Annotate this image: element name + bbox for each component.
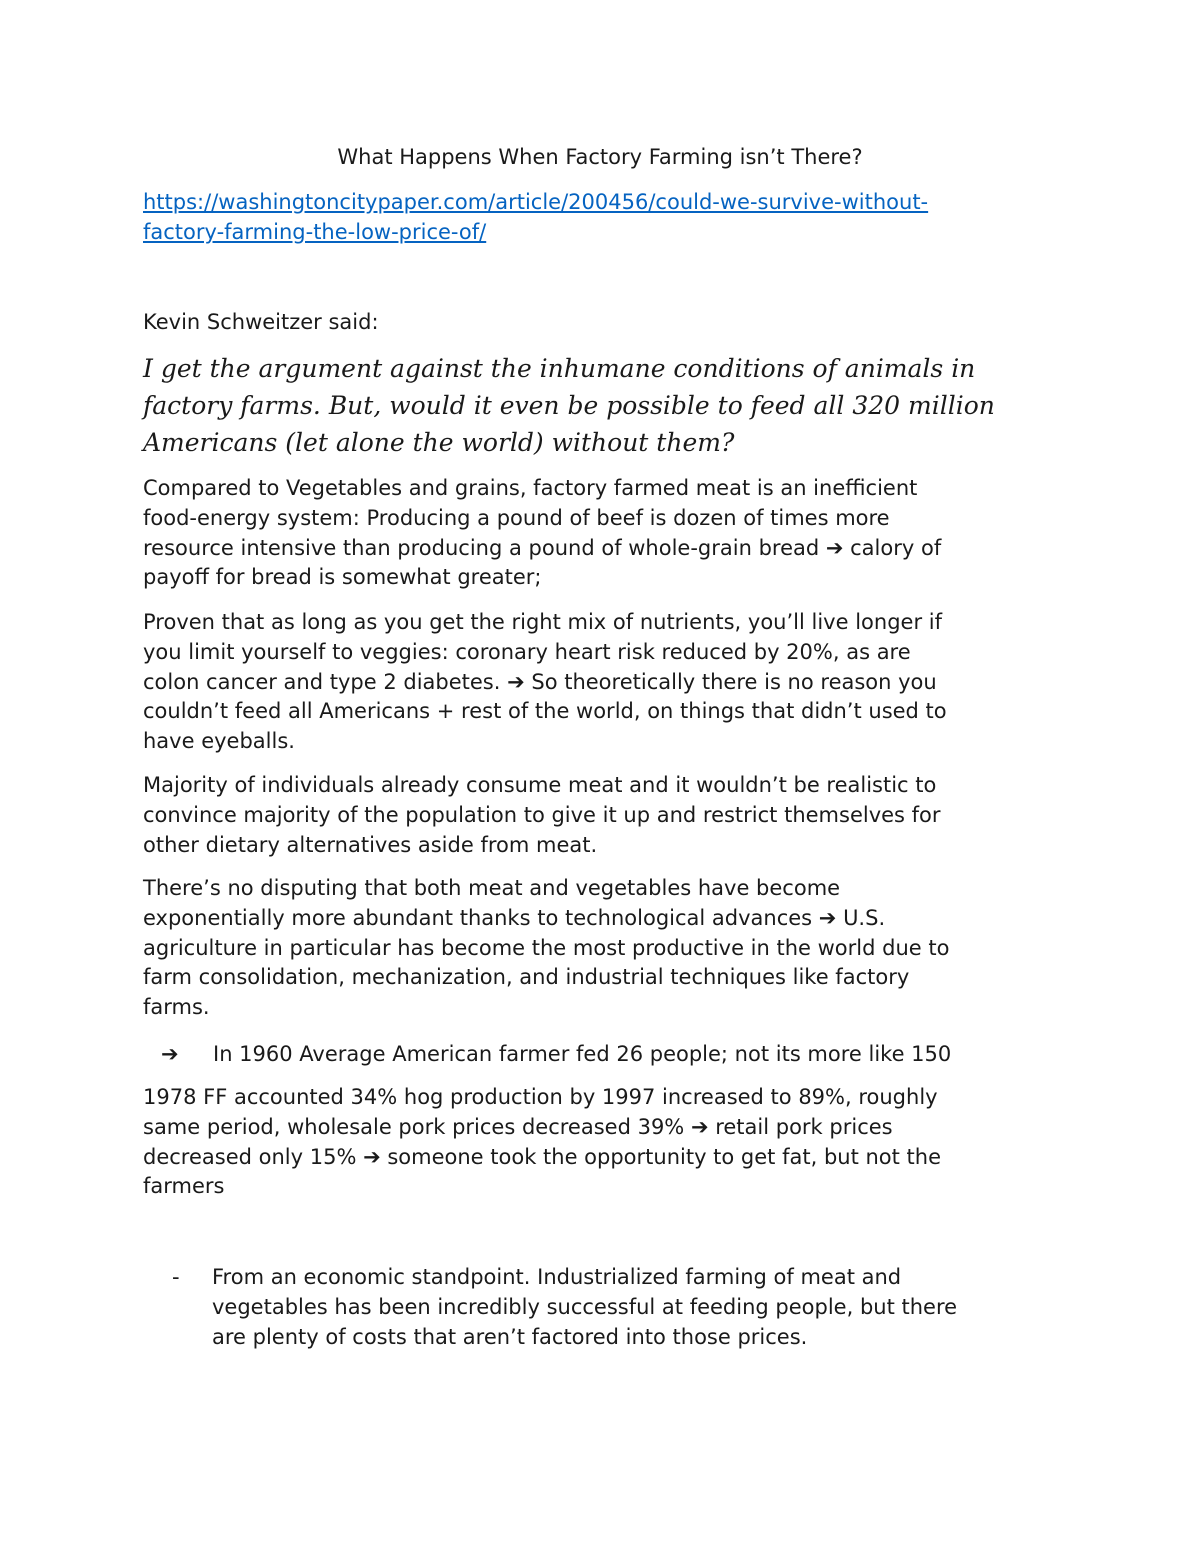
quote-line: Americans (let alone the world) without them? xyxy=(143,428,735,457)
paragraph-line: payoff for bread is somewhat greater; xyxy=(143,565,542,590)
paragraph-line: 1978 FF accounted 34% hog production by 1997 increased to 89%, roughly xyxy=(143,1085,938,1109)
paragraph-line: food-energy system: Producing a pound of beef is dozen of times more xyxy=(143,505,890,530)
paragraph-efficiency xyxy=(143,474,941,593)
document-title: What Happens When Factory Farming isn’t There? xyxy=(337,145,863,169)
block-quote xyxy=(143,350,1083,461)
paragraph-line: There’s no disputing that both meat and vegetables have become xyxy=(143,876,841,900)
paragraph-line: Majority of individuals already consume meat and it wouldn’t be realistic to xyxy=(143,773,937,797)
paragraph-health xyxy=(143,608,947,757)
paragraph-line: same period, wholesale pork prices decreased 39% ➔ retail pork prices xyxy=(143,1114,893,1139)
paragraph-line: exponentially more abundant thanks to technological advances ➔ U.S. xyxy=(143,905,886,930)
paragraph-line: agriculture in particular has become the most productive in the world due to xyxy=(143,935,950,960)
article-link-line[interactable]: https://washingtoncitypaper.com/article/200456/could-we-survive-without- xyxy=(143,190,929,214)
arrow-bullet-item xyxy=(161,1039,951,1069)
bullet-line: From an economic standpoint. Industrialized farming of meat and xyxy=(212,1265,902,1289)
paragraph-line: farms. xyxy=(143,995,210,1020)
bullet-line: are plenty of costs that aren’t factored into those prices. xyxy=(212,1324,808,1349)
paragraph-line: Compared to Vegetables and grains, factory farmed meat is an inefficient xyxy=(143,476,918,500)
paragraph-line: convince majority of the population to give it up and restrict themselves for xyxy=(143,802,941,827)
paragraph-line: decreased only 15% ➔ someone took the opportunity to get fat, but not the xyxy=(143,1144,942,1169)
paragraph-hog-statistics xyxy=(143,1083,941,1202)
speaker-label: Kevin Schweitzer said: xyxy=(143,310,379,334)
paragraph-line: you limit yourself to veggies: coronary heart risk reduced by 20%, as are xyxy=(143,639,911,664)
arrow-bullet-text: In 1960 Average American farmer fed 26 people; not its more like 150 xyxy=(213,1042,952,1066)
paragraph-line: couldn’t feed all Americans + rest of the world, on things that didn’t used to xyxy=(143,699,947,724)
dash-bullet-text xyxy=(212,1263,957,1352)
paragraph-line: other dietary alternatives aside from meat. xyxy=(143,832,598,857)
paragraph-line: colon cancer and type 2 diabetes. ➔ So theoretically there is no reason you xyxy=(143,669,937,694)
paragraph-line: resource intensive than producing a pound of whole-grain bread ➔ calory of xyxy=(143,535,942,560)
arrow-bullet-icon: ➔ xyxy=(161,1042,179,1066)
article-link[interactable] xyxy=(143,187,1063,247)
bullet-line: vegetables has been incredibly successful at feeding people, but there xyxy=(212,1294,958,1319)
article-link-line[interactable]: factory-farming-the-low-price-of/ xyxy=(143,220,487,244)
paragraph-abundance xyxy=(143,874,949,1023)
paragraph-consumption xyxy=(143,771,941,860)
paragraph-line: Proven that as long as you get the right mix of nutrients, you’ll live longer if xyxy=(143,610,942,634)
paragraph-line: farmers xyxy=(143,1174,225,1199)
dash-bullet-icon: - xyxy=(172,1265,180,1289)
quote-line: I get the argument against the inhumane conditions of animals in xyxy=(143,354,976,383)
quote-line: factory farms. But, would it even be possible to feed all 320 million xyxy=(143,391,995,420)
paragraph-line: have eyeballs. xyxy=(143,729,295,754)
paragraph-line: farm consolidation, mechanization, and industrial techniques like factory xyxy=(143,965,910,990)
